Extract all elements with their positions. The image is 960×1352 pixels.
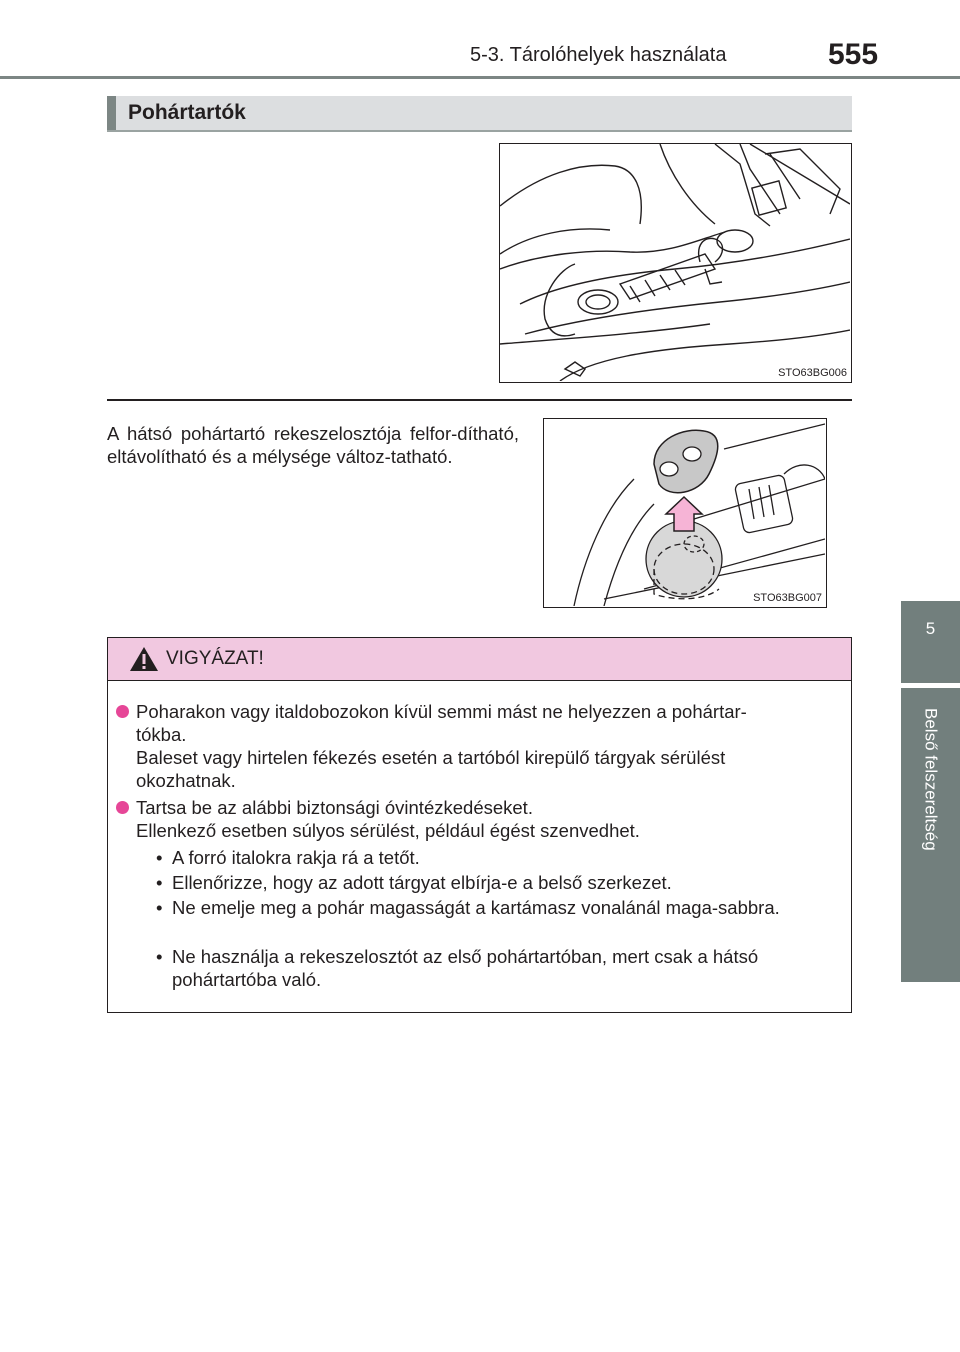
content-divider bbox=[107, 399, 852, 401]
warning-line: tókba. bbox=[136, 724, 187, 745]
warning-line: okozhatnak. bbox=[136, 770, 236, 791]
warning-item bbox=[136, 700, 841, 792]
divider-illustration bbox=[544, 419, 825, 606]
warning-subitem: • Ne használja a rekeszelosztót az első pohártartóban, mert csak a hátsó pohártartóba való. bbox=[156, 945, 861, 991]
warning-box bbox=[107, 637, 852, 1013]
subitem-text: Ne emelje meg a pohár magasságát a kartámasz vonalánál maga-sabbra. bbox=[172, 897, 780, 918]
figure-code: STO63BG007 bbox=[753, 592, 822, 604]
figure-code: STO63BG006 bbox=[778, 367, 847, 379]
warning-title: VIGYÁZAT! bbox=[166, 648, 264, 669]
warning-line: Poharakon vagy italdobozokon kívül semmi mást ne helyezzen a pohártar- bbox=[136, 701, 747, 722]
figure-console-cupholders bbox=[499, 143, 852, 383]
bullet-icon bbox=[116, 705, 129, 718]
warning-triangle-icon bbox=[129, 646, 159, 672]
chapter-number: 5 bbox=[925, 619, 936, 638]
warning-subitem: • A forró italokra rakja rá a tetőt. bbox=[156, 846, 846, 869]
subitem-text: Ne használja a rekeszelosztót az első pohártartóban, mert csak a hátsó pohártartóba való. bbox=[172, 946, 759, 990]
section-heading-rule bbox=[107, 130, 852, 132]
warning-subitem: • Ellenőrizze, hogy az adott tárgyat elbírja-e a belső szerkezet. bbox=[156, 871, 846, 894]
section-heading bbox=[107, 96, 852, 130]
section-title: Pohártartók bbox=[128, 101, 246, 124]
bullet-icon bbox=[116, 801, 129, 814]
console-illustration bbox=[500, 144, 850, 381]
warning-line: Tartsa be az alábbi biztonsági óvintézkedéseket. bbox=[136, 797, 533, 818]
page-number: 555 bbox=[828, 38, 879, 71]
warning-line: Baleset vagy hirtelen fékezés esetén a tartóból kirepülő tárgyak sérülést bbox=[136, 747, 726, 768]
warning-subitem: • Ne emelje meg a pohár magasságát a kartámasz vonalánál maga-sabbra. bbox=[156, 896, 861, 919]
chapter-tab-number bbox=[901, 601, 960, 683]
body-paragraph: A hátsó pohártartó rekeszelosztója felfor-dítható, eltávolítható és a mélysége változ-tatható. bbox=[107, 423, 519, 467]
chapter-tab-label bbox=[901, 688, 960, 982]
subitem-text: Ellenőrizze, hogy az adott tárgyat elbírja-e a belső szerkezet. bbox=[172, 872, 672, 893]
chapter-title: Belső felszereltség bbox=[921, 708, 941, 851]
warning-header bbox=[108, 638, 851, 681]
subitem-text: A forró italokra rakja rá a tetőt. bbox=[172, 847, 420, 868]
header-rule bbox=[0, 76, 960, 79]
figure-divider-removal bbox=[543, 418, 827, 608]
warning-line: Ellenkező esetben súlyos sérülést, például égést szenvedhet. bbox=[136, 820, 640, 841]
header-section-title: 5-3. Tárolóhelyek használata bbox=[470, 44, 727, 66]
warning-item bbox=[136, 796, 841, 842]
